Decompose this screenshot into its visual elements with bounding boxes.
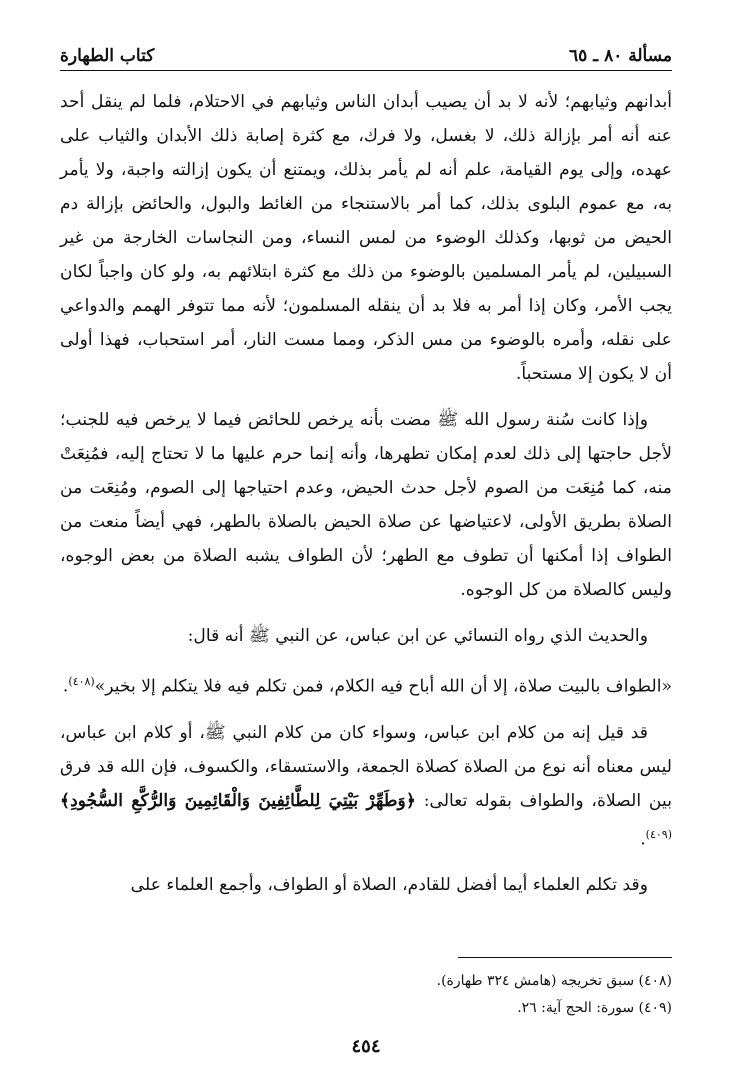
header-rule: [60, 70, 672, 71]
footnotes: [60, 968, 672, 1022]
footnote-ref-409: (٤٠٩): [645, 827, 672, 841]
paragraph-quran-text: قد قيل إنه من كلام ابن عباس، وسواء كان من كلام النبي ﷺ، أو كلام ابن عباس، ليس معناه أنه نوع من الصلاة كصلاة الجمعة، والاستسقاء، والكسوف، فإن الله قد فرق بين الصلاة، والطواف بقوله تعالى:: [60, 722, 672, 811]
footnote-ref-408: (٤٠٨): [68, 675, 95, 688]
footnote-rule: [458, 957, 672, 958]
hadith-text: «الطواف بالبيت صلاة، إلا أن الله أباح فيه الكلام، فمن تكلم فيه فلا يتكلم إلا بخير»: [94, 676, 672, 697]
footnote-408: (٤٠٨) سبق تخريجه (هامش ٣٢٤ طهارة).: [436, 973, 672, 989]
paragraph-quran-tail: .: [640, 829, 646, 850]
header-book-title: كتاب الطهارة: [60, 46, 155, 66]
running-header: [60, 38, 672, 66]
paragraph-quran: [60, 716, 672, 857]
paragraph-1: أبدانهم وثيابهم؛ لأنه لا بد أن يصيب أبدان الناس وثيابهم في الاحتلام، فلما لم ينقل أحد عنه أنه أمر بإزالة ذلك، لا بغسل، ولا فرك، مع كثرة إصابة ذلك الأبدان والثياب على عهده، وإلى يوم القيامة، علم أنه لم يأمر بذلك، ويمتنع أن يكون إزالته واجبة، ولا يأمر به، مع عموم البلوى بذلك، كما أمر بالاستنجاء من الغائط والبول، والحائض بإزالة دم الحيض من ثوبها، وكذلك الوضوء من لمس النساء، ومن النجاسات الخارجة من غير السبيلين، لم يأمر المسلمين بالوضوء من ذلك مع كثرة ابتلائهم به، ولو كان واجباً لكان يجب الأمر، وكان إذا أمر به فلا بد أن ينقله المسلمون؛ لأنه مما تتوفر الهمم والدواعي على نقله، وأمره بالوضوء من مس الذكر، ومما مست النار، أمر استحباب، فهذا أولى أن لا يكون إلا مستحباً.: [60, 92, 672, 384]
body-text: [60, 85, 672, 902]
quran-verse: ﴿وَطَهِّرْ بَيْتِيَ لِلطَّائِفِينَ وَالْقَائِمِينَ وَالرُّكَّعِ السُّجُودِ﴾: [60, 790, 416, 811]
paragraph-3: والحديث الذي رواه النسائي عن ابن عباس، عن النبي ﷺ أنه قال:: [187, 626, 648, 646]
header-section-number: مسألة ٨٠ ـ ٦٥: [568, 46, 672, 66]
paragraph-last: وقد تكلم العلماء أيما أفضل للقادم، الصلاة أو الطواف، وأجمع العلماء على: [130, 875, 648, 896]
hadith-tail: .: [62, 676, 69, 697]
paragraph-2: وإذا كانت سُنة رسول الله ﷺ مضت بأنه يرخص للحائض فيما لا يرخص فيه للجنب؛ لأجل حاجتها إلى ذلك لعدم إمكان تطهرها، وأنه إنما حرم عليها ما لا تحتاج إليه، فمُنِعَتْ منه، كما مُنِعَت من الصوم لأجل حدث الحيض، وعدم احتياجها إلى الصوم، ومُنِعَت من الصلاة بطريق الأولى، لاعتياضها عن صلاة الحيض بالصلاة بالطهر، فهي أيضاً منعت من الطواف إذا أمكنها أن تطوف مع الطهر؛ لأن الطواف يشبه الصلاة من بعض الوجوه، وليس كالصلاة من كل الوجوه.: [60, 410, 672, 600]
page-number: ٤٥٤: [351, 1036, 381, 1057]
footnote-409: (٤٠٩) سورة: الحج آية: ٢٦.: [517, 1000, 672, 1016]
hadith-quote: [60, 665, 672, 704]
